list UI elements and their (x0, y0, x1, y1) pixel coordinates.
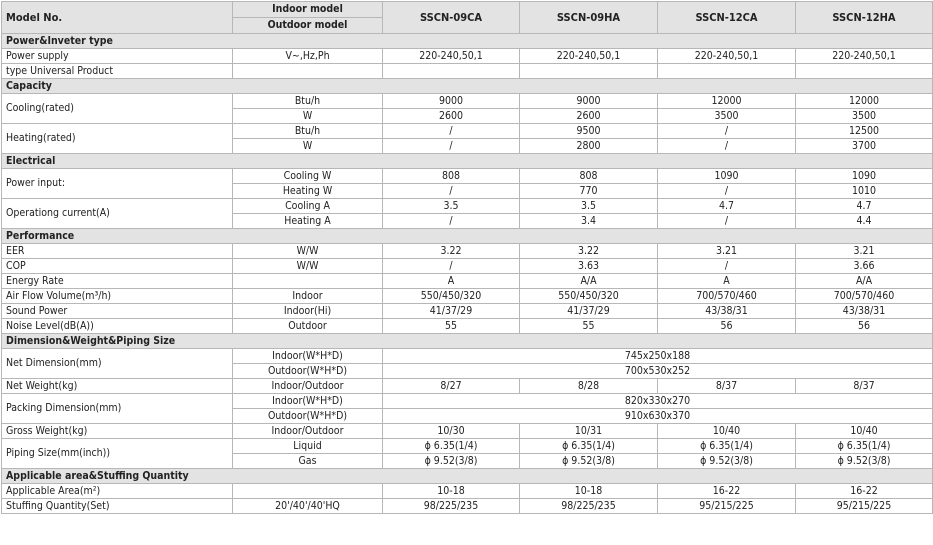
row-unit: Gas (233, 454, 383, 469)
row-label: Net Dimension(mm) (2, 349, 233, 379)
table-row (2, 379, 933, 394)
row-unit: Heating W (233, 184, 383, 199)
value-cell: 550/450/320 (520, 289, 658, 304)
value-cell: 8/28 (520, 379, 658, 394)
value-cell: 550/450/320 (383, 289, 520, 304)
table-row (2, 259, 933, 274)
value-cell: 808 (383, 169, 520, 184)
row-unit: W/W (233, 244, 383, 259)
section-header (2, 34, 933, 49)
value-cell (796, 64, 933, 79)
value-cell: 3700 (796, 139, 933, 154)
value-cell: 41/37/29 (520, 304, 658, 319)
model-header-12ha: SSCN-12HA (796, 2, 933, 34)
row-label: Piping Size(mm(inch)) (2, 439, 233, 469)
value-cell: ɸ 9.52(3/8) (520, 454, 658, 469)
row-label: Power input: (2, 169, 233, 199)
row-label: Packing Dimension(mm) (2, 394, 233, 424)
value-cell: 10/40 (658, 424, 796, 439)
row-unit: W/W (233, 259, 383, 274)
value-cell: 700/570/460 (658, 289, 796, 304)
row-unit: Btu/h (233, 124, 383, 139)
row-label: Noise Level(dB(A)) (2, 319, 233, 334)
value-cell: 2600 (520, 109, 658, 124)
table-header (2, 2, 933, 34)
value-cell: 8/37 (796, 379, 933, 394)
table-row (2, 349, 933, 364)
value-cell: A (658, 274, 796, 289)
section-title: Capacity (2, 79, 933, 94)
table-row (2, 124, 933, 139)
table-row (2, 319, 933, 334)
section-header (2, 469, 933, 484)
row-unit: Liquid (233, 439, 383, 454)
row-unit: Cooling A (233, 199, 383, 214)
section-title: Power&Inveter type (2, 34, 933, 49)
value-cell (658, 64, 796, 79)
row-unit: Cooling W (233, 169, 383, 184)
value-cell: 9000 (520, 94, 658, 109)
value-cell: 56 (658, 319, 796, 334)
value-cell: 16-22 (796, 484, 933, 499)
model-header-09ha: SSCN-09HA (520, 2, 658, 34)
value-cell: 98/225/235 (383, 499, 520, 514)
value-cell: 1090 (796, 169, 933, 184)
row-unit: Indoor(W*H*D) (233, 394, 383, 409)
value-cell: / (658, 214, 796, 229)
table-row (2, 169, 933, 184)
value-cell: 220-240,50,1 (383, 49, 520, 64)
value-cell: 3.63 (520, 259, 658, 274)
value-cell: 95/215/225 (658, 499, 796, 514)
value-cell: / (658, 259, 796, 274)
section-title: Applicable area&Stuffing Quantity (2, 469, 933, 484)
row-label: Operationg current(A) (2, 199, 233, 229)
value-cell: 9500 (520, 124, 658, 139)
outdoor-model-header: Outdoor model (233, 18, 383, 34)
value-cell: 55 (520, 319, 658, 334)
value-cell: 2600 (383, 109, 520, 124)
row-label: Applicable Area(m²) (2, 484, 233, 499)
value-cell-spanning: 745x250x188 (383, 349, 933, 364)
row-unit: Indoor/Outdoor (233, 424, 383, 439)
row-label: type Universal Product (2, 64, 233, 79)
table-row (2, 499, 933, 514)
value-cell: 43/38/31 (658, 304, 796, 319)
value-cell: / (383, 139, 520, 154)
value-cell: 56 (796, 319, 933, 334)
table-row (2, 484, 933, 499)
row-unit: Indoor (233, 289, 383, 304)
row-unit (233, 274, 383, 289)
value-cell: / (383, 184, 520, 199)
section-title: Dimension&Weight&Piping Size (2, 334, 933, 349)
value-cell: 3.21 (796, 244, 933, 259)
table-row (2, 64, 933, 79)
value-cell: 3.4 (520, 214, 658, 229)
spec-table (1, 1, 933, 514)
value-cell: 4.7 (658, 199, 796, 214)
value-cell: 43/38/31 (796, 304, 933, 319)
value-cell: ɸ 6.35(1/4) (383, 439, 520, 454)
section-header (2, 154, 933, 169)
row-label: Sound Power (2, 304, 233, 319)
header-row-1 (2, 2, 933, 18)
value-cell: / (383, 124, 520, 139)
row-label: Cooling(rated) (2, 94, 233, 124)
value-cell: 41/37/29 (383, 304, 520, 319)
value-cell: ɸ 6.35(1/4) (658, 439, 796, 454)
row-label: Heating(rated) (2, 124, 233, 154)
row-unit: Heating A (233, 214, 383, 229)
value-cell: 1010 (796, 184, 933, 199)
indoor-model-header: Indoor model (233, 2, 383, 18)
value-cell-spanning: 910x630x370 (383, 409, 933, 424)
table-row (2, 49, 933, 64)
value-cell: 8/27 (383, 379, 520, 394)
value-cell: 4.4 (796, 214, 933, 229)
value-cell: / (658, 124, 796, 139)
value-cell: ɸ 6.35(1/4) (796, 439, 933, 454)
model-header-09ca: SSCN-09CA (383, 2, 520, 34)
value-cell: ɸ 6.35(1/4) (520, 439, 658, 454)
table-row (2, 94, 933, 109)
value-cell: 16-22 (658, 484, 796, 499)
value-cell: ɸ 9.52(3/8) (796, 454, 933, 469)
row-unit: Outdoor(W*H*D) (233, 409, 383, 424)
value-cell: 12000 (796, 94, 933, 109)
value-cell: / (658, 139, 796, 154)
row-unit: W (233, 139, 383, 154)
table-row (2, 394, 933, 409)
value-cell: / (383, 259, 520, 274)
table-row (2, 304, 933, 319)
value-cell: A/A (520, 274, 658, 289)
value-cell: 770 (520, 184, 658, 199)
table-body (2, 34, 933, 514)
value-cell: 8/37 (658, 379, 796, 394)
value-cell: 10-18 (383, 484, 520, 499)
value-cell: 12500 (796, 124, 933, 139)
table-row (2, 199, 933, 214)
value-cell: A (383, 274, 520, 289)
row-unit: Btu/h (233, 94, 383, 109)
value-cell: 808 (520, 169, 658, 184)
value-cell: 220-240,50,1 (520, 49, 658, 64)
row-unit: Outdoor(W*H*D) (233, 364, 383, 379)
value-cell: 2800 (520, 139, 658, 154)
row-label: Net Weight(kg) (2, 379, 233, 394)
value-cell: 98/225/235 (520, 499, 658, 514)
value-cell: 95/215/225 (796, 499, 933, 514)
value-cell: 10/30 (383, 424, 520, 439)
value-cell: / (383, 214, 520, 229)
section-header (2, 334, 933, 349)
row-unit: Indoor(W*H*D) (233, 349, 383, 364)
table-row (2, 244, 933, 259)
row-unit: W (233, 109, 383, 124)
value-cell: 3500 (658, 109, 796, 124)
table-row (2, 289, 933, 304)
value-cell: 3.22 (383, 244, 520, 259)
value-cell: 3.21 (658, 244, 796, 259)
value-cell: 4.7 (796, 199, 933, 214)
row-unit: Indoor(Hi) (233, 304, 383, 319)
row-label: Energy Rate (2, 274, 233, 289)
value-cell: ɸ 9.52(3/8) (383, 454, 520, 469)
value-cell: 3.22 (520, 244, 658, 259)
value-cell: 3.5 (383, 199, 520, 214)
value-cell: / (658, 184, 796, 199)
value-cell: A/A (796, 274, 933, 289)
value-cell: 220-240,50,1 (796, 49, 933, 64)
value-cell: 700/570/460 (796, 289, 933, 304)
value-cell: 3500 (796, 109, 933, 124)
value-cell: 10/40 (796, 424, 933, 439)
row-unit: Outdoor (233, 319, 383, 334)
row-unit: 20'/40'/40'HQ (233, 499, 383, 514)
value-cell: 3.5 (520, 199, 658, 214)
value-cell: 10/31 (520, 424, 658, 439)
table-row (2, 424, 933, 439)
table-row (2, 439, 933, 454)
row-label: Stuffing Quantity(Set) (2, 499, 233, 514)
row-label: COP (2, 259, 233, 274)
model-no-header: Model No. (2, 2, 233, 34)
row-unit (233, 484, 383, 499)
value-cell (383, 64, 520, 79)
value-cell: ɸ 9.52(3/8) (658, 454, 796, 469)
row-label: Gross Weight(kg) (2, 424, 233, 439)
row-unit: Indoor/Outdoor (233, 379, 383, 394)
section-header (2, 229, 933, 244)
row-unit (233, 64, 383, 79)
row-unit: V~,Hz,Ph (233, 49, 383, 64)
row-label: Air Flow Volume(m³/h) (2, 289, 233, 304)
value-cell: 55 (383, 319, 520, 334)
row-label: EER (2, 244, 233, 259)
value-cell: 9000 (383, 94, 520, 109)
section-title: Electrical (2, 154, 933, 169)
model-header-12ca: SSCN-12CA (658, 2, 796, 34)
section-title: Performance (2, 229, 933, 244)
value-cell: 3.66 (796, 259, 933, 274)
value-cell-spanning: 820x330x270 (383, 394, 933, 409)
value-cell: 12000 (658, 94, 796, 109)
value-cell (520, 64, 658, 79)
section-header (2, 79, 933, 94)
value-cell: 10-18 (520, 484, 658, 499)
value-cell: 220-240,50,1 (658, 49, 796, 64)
table-row (2, 274, 933, 289)
row-label: Power supply (2, 49, 233, 64)
value-cell: 1090 (658, 169, 796, 184)
value-cell-spanning: 700x530x252 (383, 364, 933, 379)
